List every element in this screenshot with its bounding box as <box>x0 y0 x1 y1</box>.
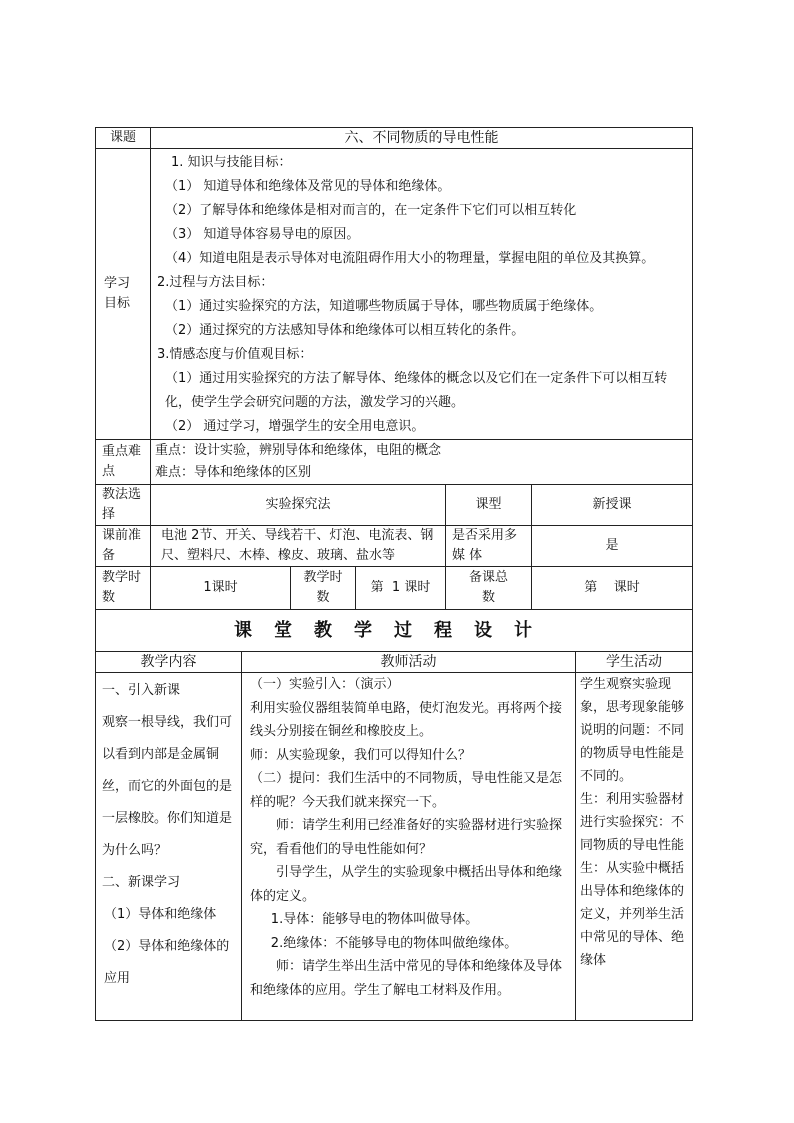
lesson-type-value: 新授课 <box>532 485 693 526</box>
lesson-plan <box>95 127 692 1021</box>
media-value: 是 <box>532 526 693 567</box>
goal-line: （2）通过探究的方法感知导体和绝缘体可以相互转化的条件。 <box>165 323 525 338</box>
student-line: 生：从实验中概括出导体和绝缘体的定义，并列举生活中常见的导体、绝缘体 <box>580 861 685 968</box>
content-line: 观察一根导线，我们可以看到内部是金属铜丝，而它的外面包的是一层橡胶。你们知道是为什么吗？ <box>102 715 233 858</box>
goal-line: （1）通过实验探究的方法，知道哪些物质属于导体，哪些物质属于绝缘体。 <box>165 299 603 314</box>
goal-line: 1. 知识与技能目标： <box>171 155 292 170</box>
hours-label: 教学时数 <box>96 567 151 610</box>
goals-row <box>96 149 693 440</box>
lesson-plan-table <box>95 127 693 652</box>
lesson-type-label: 课型 <box>446 485 532 526</box>
difficult-point: 难点：导体和绝缘体的区别 <box>155 465 312 480</box>
topic-label: 课题 <box>96 128 151 149</box>
student-line: 学生观察实验现象，思考现象能够说明的问题：不同的物质导电性能是不同的。 <box>580 677 685 784</box>
teacher-column <box>242 673 576 1021</box>
teacher-line: （二）提问：我们生活中的不同物质，导电性能又是怎样的呢？今天我们就来探究一下。 <box>250 771 563 810</box>
process-header-row <box>96 652 693 673</box>
keypoints-row <box>96 440 693 485</box>
goal-line: （1） 知道导体和绝缘体及常见的导体和绝缘体。 <box>165 179 451 194</box>
hours-value: 1课时 <box>151 567 291 610</box>
teacher-line: 引导学生，从学生的实验现象中概括出导体和绝缘体的定义。 <box>250 865 563 904</box>
student-line: 生：利用实验器材进行实验探究：不同物质的导电性能 <box>580 792 685 853</box>
hours-row <box>96 567 693 610</box>
teacher-line: 1.导体：能够导电的物体叫做导体。 <box>270 912 479 927</box>
banner-row <box>96 610 693 652</box>
goal-line: （4）知道电阻是表示导体对电流阻碍作用大小的物理量，掌握电阻的单位及其换算。 <box>165 251 655 266</box>
goal-line: （2）了解导体和绝缘体是相对而言的，在一定条件下它们可以相互转化 <box>165 203 577 218</box>
teacher-line: （一）实验引入：（演示） <box>250 677 400 692</box>
content-line: （1）导体和绝缘体 <box>104 907 217 922</box>
total-value: 第 课时 <box>532 567 693 610</box>
method-label: 教法选择 <box>96 485 151 526</box>
teacher-line: 师：从实验现象，我们可以得知什么？ <box>250 747 472 763</box>
goal-line: （2） 通过学习，增强学生的安全用电意识。 <box>165 419 425 434</box>
content-line: 一、引入新课 <box>102 683 181 698</box>
goal-line: （1）通过用实验探究的方法了解导体、绝缘体的概念以及它们在一定条件下可以相互转化，使学生学会研究问题的方法，激发学习的兴趣。 <box>165 371 668 410</box>
header-content: 教学内容 <box>96 652 242 673</box>
media-label: 是否采用多 媒 体 <box>446 526 532 567</box>
goals-content <box>151 149 693 440</box>
teacher-line: 师：请学生举出生活中常见的导体和绝缘体及导体和绝缘体的应用。学生了解电工材料及作用。 <box>250 959 563 998</box>
goal-line: （3） 知道导体容易导电的原因。 <box>165 227 360 242</box>
header-teacher: 教师活动 <box>242 652 576 673</box>
goals-label: 学习目标 <box>96 149 151 440</box>
teacher-line: 利用实验仪器组装简单电路，使灯泡发光。再将两个接线头分别接在铜丝和橡胶皮上。 <box>250 700 563 739</box>
topic-row <box>96 128 693 149</box>
goal-line: 2.过程与方法目标： <box>157 275 274 290</box>
student-column <box>576 673 693 1021</box>
teacher-line: 师：请学生利用已经准备好的实验器材进行实验探究，看看他们的导电性能如何？ <box>250 818 563 857</box>
process-table <box>95 651 693 1021</box>
content-line: （2）导体和绝缘体的应用 <box>104 939 230 986</box>
prep-value: 电池 2节、开关、导线若干、灯泡、电流表、钢尺、塑料尺、木棒、橡皮、玻璃、盐水等 <box>151 526 446 567</box>
key-point: 重点：设计实验，辨别导体和绝缘体，电阻的概念 <box>155 443 442 458</box>
prep-row <box>96 526 693 567</box>
content-column <box>96 673 242 1021</box>
process-design-banner: 课堂教学过程设计 <box>96 610 693 652</box>
teacher-line: 2.绝缘体：不能够导电的物体叫做绝缘体。 <box>270 935 518 951</box>
method-row <box>96 485 693 526</box>
goal-line: 3.情感态度与价值观目标： <box>157 347 313 362</box>
prep-label: 课前准备 <box>96 526 151 567</box>
header-student: 学生活动 <box>576 652 693 673</box>
teach-hours-value: 第 1 课时 <box>356 567 446 610</box>
keypoints-content <box>151 440 693 485</box>
method-value: 实验探究法 <box>151 485 446 526</box>
process-body-row <box>96 673 693 1021</box>
teach-hours-label: 教学时数 <box>291 567 356 610</box>
content-line: 二、新课学习 <box>102 875 181 890</box>
total-label: 备课总数 <box>446 567 532 610</box>
keypoints-label: 重点难点 <box>96 440 151 485</box>
lesson-title: 六、不同物质的导电性能 <box>151 128 693 149</box>
